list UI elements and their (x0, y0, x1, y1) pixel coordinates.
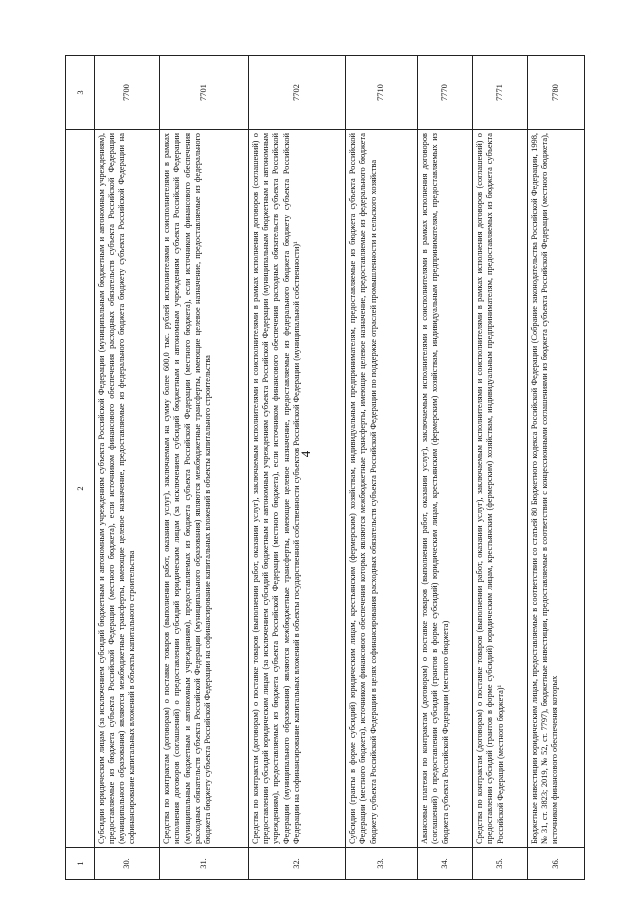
header-col1: 1 (66, 848, 95, 880)
row-code: 7780 (527, 56, 584, 130)
row-text: Средства по контрактам (договорам) о поставке товаров (выполнении работ, оказании услуг), заключаемым исполнителями и соисполнителями в рамках исполнения договоров (соглашений) о предоставлении субсидий (грантов в форме субсидий) юридическим лицам, крестьянским (фермерским) хозяйствам, индивидуальным предпринимателям, предоставляемых из бюджета субъекта Российской Федерации (местного бюджета)¹ (472, 130, 527, 848)
row-number: 34. (417, 848, 472, 880)
row-code: 7701 (160, 56, 249, 130)
codes-table (65, 55, 585, 880)
row-number: 31. (160, 848, 249, 880)
page-number: 4 (298, 450, 313, 458)
row-number: 30. (94, 848, 160, 880)
header-col2: 2 (66, 130, 95, 848)
row-number: 35. (472, 848, 527, 880)
row-code: 7702 (248, 56, 345, 130)
table-row (417, 56, 472, 880)
row-code: 7700 (94, 56, 160, 130)
rotated-table-wrapper (65, 55, 585, 880)
row-number: 33. (346, 848, 418, 880)
table-row (94, 56, 160, 880)
row-text: Авансовые платежи по контрактам (договорам) о поставке товаров (выполнении работ, оказании услуг), заключаемым исполнителями и соисполнителями в рамках исполнения договоров (соглашений) о предоставлении субсидий (грантов в форме субсидий) юридическим лицам, крестьянским (фермерским) хозяйствам, индивидуальным предпринимателям, предоставляемых из бюджета субъекта Российской Федерации (местного бюджета) (417, 130, 472, 848)
row-text: Средства по контрактам (договорам) о поставке товаров (выполнении работ, оказании услуг), заключаемым исполнителями и соисполнителями в рамках исполнения договоров (соглашений) о предоставлении субсидий юридическим лицам (за исключением субсидий бюджетным и автономным учреждениям субъекта Российской Федерации (муниципальным бюджетным и автономным учреждениям), предоставляемых из бюджета субъекта Российской Федерации (местного бюджета), если источником финансового обеспечения расходных обязательств субъекта Российской Федерации (муниципального образования) являются межбюджетные трансферты, имеющие целевое назначение, предоставляемые из федерального бюджета бюджету субъекта Российской Федерации на софинансирование капитальных вложений в объекты государственной собственности субъектов Российской Федерации (муниципальной собственности)¹ (248, 130, 345, 848)
row-text: Субсидии (гранты в форме субсидий) юридическим лицам, крестьянским (фермерским) хозяйствам, индивидуальным предпринимателям, предоставляемые из бюджета субъекта Российской Федерации (местного бюджета), источником финансового обеспечения которых являются межбюджетные трансферты, имеющие целевое назначение, предоставляемые из федерального бюджета бюджету субъекта Российской Федерации в целях софинансирования расходных обязательств субъекта Российской Федерации по поддержке отраслей промышленности и сельского хозяйства (346, 130, 418, 848)
table-row (160, 56, 249, 880)
table-row (472, 56, 527, 880)
row-text: Бюджетные инвестиции юридическим лицам, предоставляемые в соответствии со статьей 80 Бюджетного кодекса Российской Федерации (Собрание законодательства Российской Федерации, 1998, № 31, ст. 3823; 2019, № 52, ст. 7797), бюджетные инвестиции, предоставляемые в соответствии с концессионными соглашениями из бюджета субъекта Российской Федерации (местного бюджета), источником финансового обеспечения которых (527, 130, 584, 848)
table-header-row (66, 56, 95, 880)
table-row (248, 56, 345, 880)
row-code: 7771 (472, 56, 527, 130)
row-number: 32. (248, 848, 345, 880)
table-row (527, 56, 584, 880)
row-number: 36. (527, 848, 584, 880)
table-row (346, 56, 418, 880)
row-code: 7770 (417, 56, 472, 130)
header-col3: 3 (66, 56, 95, 130)
row-text: Субсидии юридическим лицам (за исключением субсидий бюджетным и автономным учреждениям субъекта Российской Федерации (муниципальным бюджетным и автономным учреждениям), предоставляемые из бюджета субъекта Российской Федерации (местного бюджета), если источником финансового обеспечения расходных обязательств субъекта Российской Федерации (муниципального образования) являются межбюджетные трансферты, имеющие целевое назначение, предоставляемые из федерального бюджета бюджету субъекта Российской Федерации на софинансирование капитальных вложений в объекты капитального строительства (94, 130, 160, 848)
row-text: Средства по контрактам (договорам) о поставке товаров (выполнении работ, оказании услуг), заключаемым на сумму более 600,0 тыс. рублей исполнителями и соисполнителями в рамках исполнения договоров (соглашений) о предоставлении субсидий юридическим лицам (за исключением субсидий бюджетным и автономным учреждениям субъекта Российской Федерации (муниципальным бюджетным и автономным учреждениям), предоставляемых из бюджета субъекта Российской Федерации (местного бюджета), если источником финансового обеспечения расходных обязательств субъекта Российской Федерации (муниципального образования) являются межбюджетные трансферты, имеющие целевое назначение, предоставляемые из федерального бюджета бюджету субъекта Российской Федерации на софинансирование капитальных вложений в объекты капитального строительства (160, 130, 249, 848)
row-code: 7710 (346, 56, 418, 130)
